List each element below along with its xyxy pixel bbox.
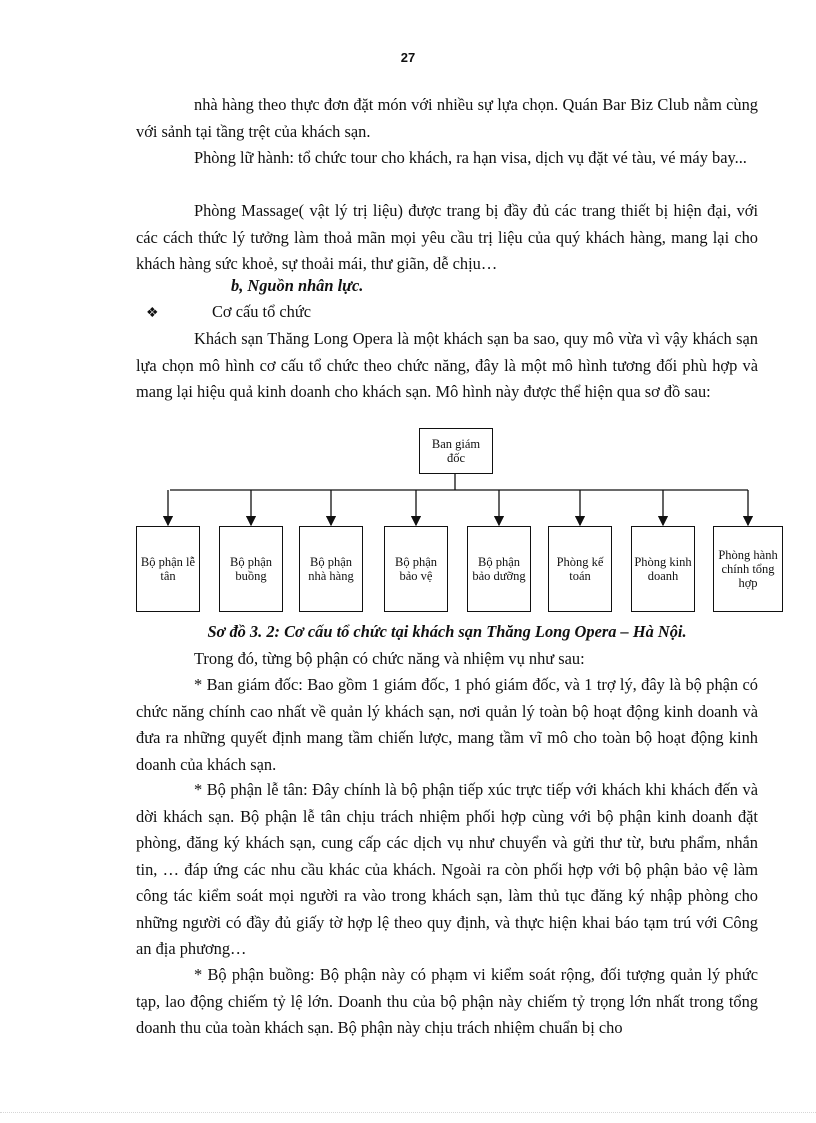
org-department-box: Bộ phận nhà hàng [299,526,363,612]
section-heading: b, Nguồn nhân lực. [231,276,364,295]
paragraph-functions-intro: Trong đó, từng bộ phận có chức năng và nhiệm vụ như sau: [194,649,585,668]
page-number: 27 [400,50,416,65]
org-department-box: Phòng kinh doanh [631,526,695,612]
org-chart [136,428,788,618]
paragraph-intro: Khách sạn Thăng Long Opera là một khách sạn ba sao, quy mô vừa vì vậy khách sạn lựa chọn mô hình cơ cấu tổ chức theo chức năng, đây là một mô hình tương đối phù hợp và mang lại hiệu quả kinh doanh cho khách sạn. Mô hình này được thể hiện qua sơ đồ sau: [136,329,758,401]
org-department-box: Phòng hành chính tổng hợp [713,526,783,612]
paragraph-restaurant: nhà hàng theo thực đơn đặt món với nhiều sự lựa chọn. Quán Bar Biz Club nằm cùng với sảnh tại tầng trệt của khách sạn. [136,95,758,141]
org-root-box: Ban giám đốc [419,428,493,474]
org-department-box: Bộ phận bảo dưỡng [467,526,531,612]
paragraph-massage: Phòng Massage( vật lý trị liệu) được trang bị đầy đủ các trang thiết bị hiện đại, với các cách thức lý tưởng làm thoả mãn mọi yêu cầu trị liệu của quý khách hàng, mang lại cho khách hàng sức khoẻ, sự thoải mái, thư giãn, dễ chịu… [136,201,758,273]
org-department-box: Phòng kế toán [548,526,612,612]
paragraph-travel-office: Phòng lữ hành: tổ chức tour cho khách, ra hạn visa, dịch vụ đặt vé tàu, vé máy bay... [194,148,747,167]
bullet-item [146,299,311,327]
paragraph-housekeeping: * Bộ phận buồng: Bộ phận này có phạm vi kiểm soát rộng, đối tượng quản lý phức tạp, lao động chiếm tỷ lệ lớn. Doanh thu của bộ phận này chiếm tỷ trọng lớn nhất trong tổng doanh thu của toàn khách sạn. Bộ phận này chịu trách nhiệm chuẩn bị cho [136,965,758,1037]
paragraph-reception: * Bộ phận lễ tân: Đây chính là bộ phận tiếp xúc trực tiếp với khách khi khách đến và dời khách sạn. Bộ phận lễ tân chịu trách nhiệm phối hợp cùng với bộ phận kinh doanh đặt phòng, đăng ký khách sạn, cung cấp các dịch vụ như chuyển và gửi thư từ, bưu phẩm, nhắn tin, … đáp ứng các nhu cầu khác của khách. Ngoài ra còn phối hợp với bộ phận bảo vệ làm công tác kiểm soát mọi người ra vào trong khách sạn, làm thủ tục đăng ký nhập phòng cho những người có đầy đủ giấy tờ hợp lệ theo quy định, và thực hiện khai báo tạm trú với Công an địa phương… [136,780,758,958]
chart-caption: Sơ đồ 3. 2: Cơ cấu tổ chức tại khách sạn Thăng Long Opera – Hà Nội. [207,622,687,641]
paragraph-management: * Ban giám đốc: Bao gồm 1 giám đốc, 1 phó giám đốc, và 1 trợ lý, đây là bộ phận có chức năng chính cao nhất về quản lý khách sạn, nơi quản lý toàn bộ hoạt động kinh doanh và đưa ra những quyết định mang tầm chiến lược, mang tầm vĩ mô cho toàn bộ hoạt động kinh doanh của khách sạn. [136,675,758,774]
page-divider [0,1112,816,1113]
diamond-bullet-icon: ❖ [146,306,159,321]
bullet-title: Cơ cấu tổ chức [212,302,312,321]
org-department-box: Bộ phận bảo vệ [384,526,448,612]
org-department-box: Bộ phận buồng [219,526,283,612]
org-department-box: Bộ phận lễ tân [136,526,200,612]
